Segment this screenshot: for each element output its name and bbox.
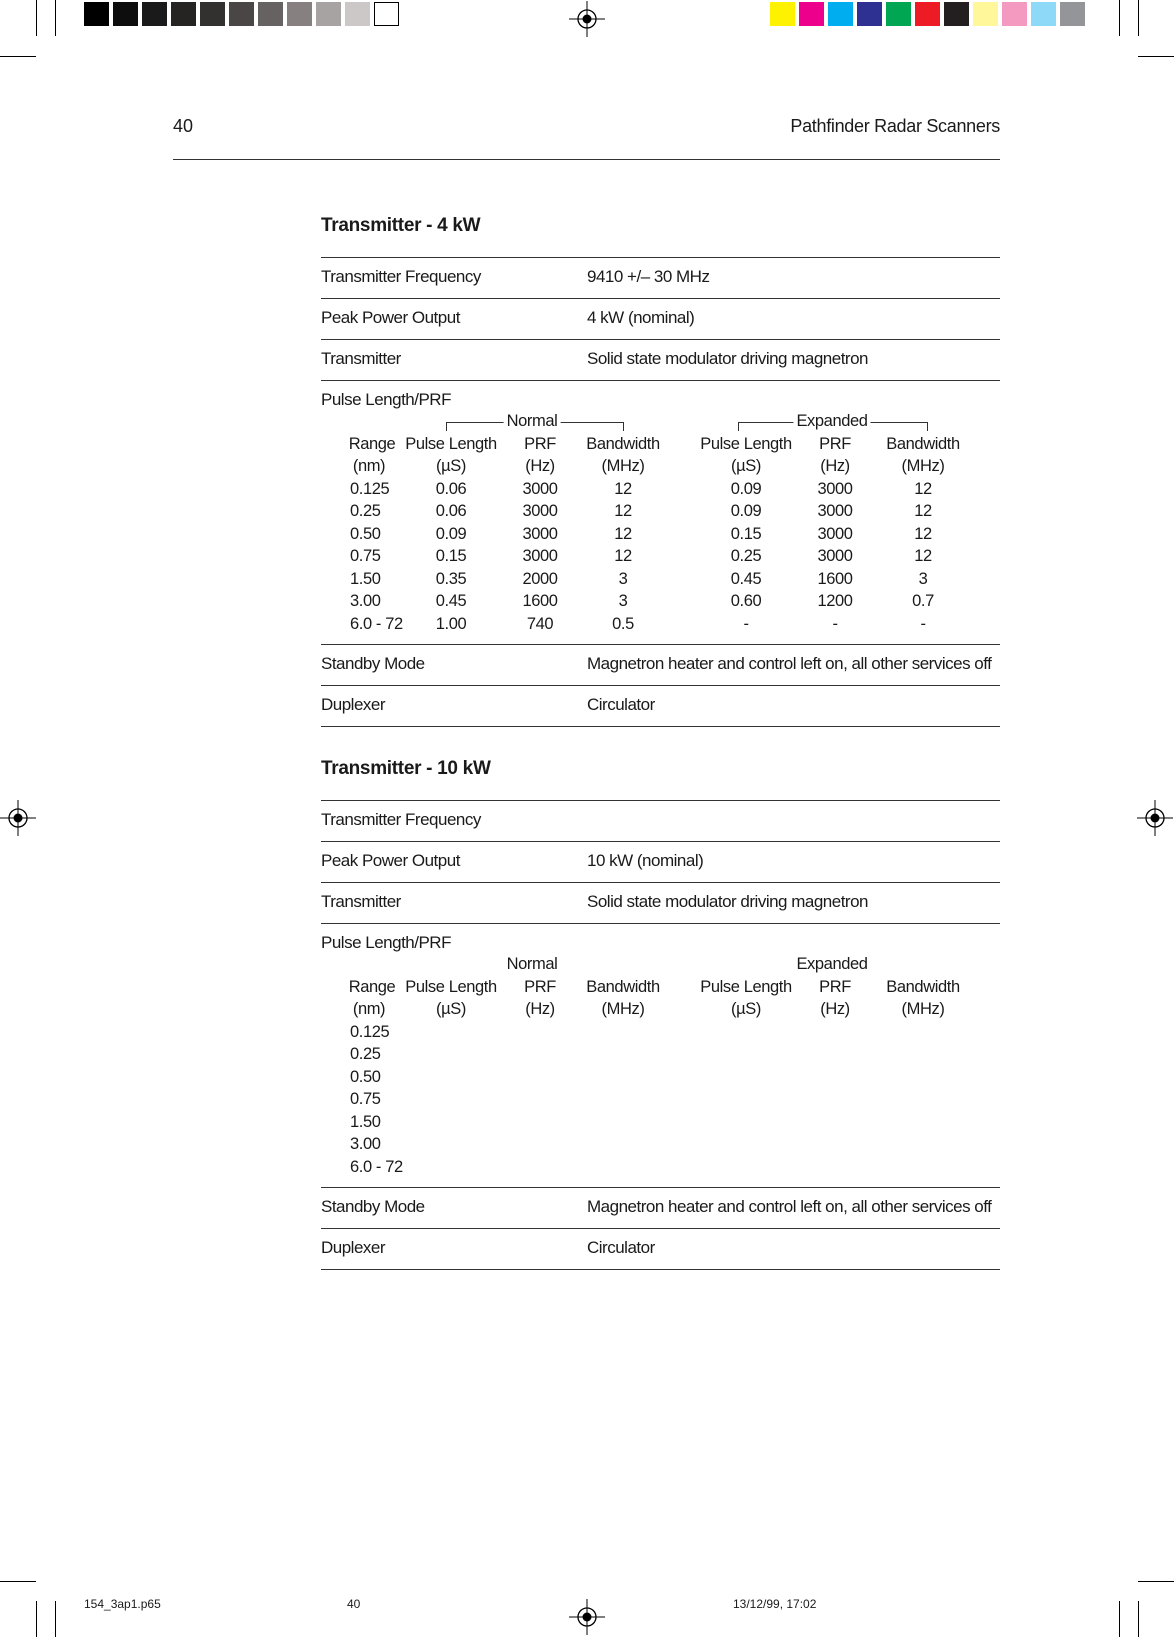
bracket-tick [623,422,624,431]
gray-swatch [200,2,225,26]
cell-bandwidth: 12 [614,547,632,565]
cell-prf-expanded: 1200 [817,592,853,610]
table-rule [321,800,1000,801]
column-header-range: Range [348,434,396,453]
spec-label: Transmitter [321,892,401,911]
color-swatch [1060,2,1085,26]
column-header-bandwidth-expanded: Bandwidth [886,977,960,996]
cell-pulse-length-expanded: 0.25 [730,547,762,565]
table-rule [321,841,1000,842]
cell-pulse-length-expanded: 0.45 [730,569,762,588]
crop-mark [55,1601,56,1637]
group-expanded-label: Expanded [793,955,870,974]
pulse-table-label: Pulse Length/PRF [321,933,451,952]
column-header-range: Range [348,977,396,996]
gray-swatch [84,2,109,26]
cell-bandwidth-expanded: 0.7 [912,592,934,610]
color-swatch [915,2,940,26]
running-title: Pathfinder Radar Scanners [790,116,1000,136]
cell-range: 0.125 [350,1022,390,1041]
column-unit-bandwidth: (MHz) [601,1000,645,1018]
cell-prf-expanded: 3000 [817,524,853,543]
cell-bandwidth: 3 [618,569,628,588]
gray-swatch [113,2,138,26]
cell-prf-expanded: 3000 [817,479,853,498]
group-expanded-label: Expanded [793,412,870,431]
table-rule [321,339,1000,340]
bracket-tick [446,422,447,431]
group-normal-label: Normal [504,412,561,431]
cell-range: 0.50 [350,1067,381,1086]
gray-swatch [142,2,167,26]
column-unit-pulse-length-expanded: (µS) [731,457,761,475]
color-swatch [1031,2,1056,26]
spec-value: Circulator [587,1238,655,1257]
gray-swatch [316,2,341,26]
spec-label: Transmitter [321,349,401,368]
crop-mark [0,56,36,57]
spec-value: Solid state modulator driving magnetron [587,349,868,368]
cell-range: 0.75 [350,547,381,565]
table-rule [321,685,1000,686]
column-header-prf-expanded: PRF [819,977,851,996]
crop-mark [0,1581,36,1582]
column-unit-bandwidth: (MHz) [601,457,645,475]
cell-pulse-length: 0.45 [435,592,467,610]
cell-range: 0.25 [350,1045,381,1063]
cell-bandwidth-expanded: 12 [914,502,932,520]
column-header-prf: PRF [524,434,556,453]
registration-mark-icon [569,1599,605,1635]
table-rule [321,380,1000,381]
cell-range: 0.125 [350,479,390,498]
cell-range: 1.50 [350,1112,381,1131]
crop-mark [36,1601,37,1637]
column-unit-pulse-length-expanded: (µS) [731,1000,761,1018]
color-swatch [944,2,969,26]
column-header-pulse-length-expanded: Pulse Length [700,977,792,996]
cell-prf: 2000 [522,569,558,588]
pulse-table-label: Pulse Length/PRF [321,390,451,409]
table-rule [321,257,1000,258]
column-header-prf-expanded: PRF [819,434,851,453]
cell-range: 1.50 [350,569,381,588]
spec-value: 10 kW (nominal) [587,851,704,870]
cell-prf: 3000 [522,547,558,565]
gray-swatch [345,2,370,26]
column-header-bandwidth-expanded: Bandwidth [886,434,960,453]
cell-prf-expanded: 3000 [817,547,853,565]
gray-swatch [229,2,254,26]
cell-range: 3.00 [350,592,381,610]
gray-swatch [171,2,196,26]
spec-label: Standby Mode [321,654,425,673]
crop-mark [1119,0,1120,36]
cell-pulse-length-expanded: - [743,614,749,633]
cell-pulse-length-expanded: 0.60 [730,592,762,610]
cell-pulse-length: 0.06 [435,479,467,498]
cell-bandwidth: 12 [614,479,632,498]
cell-bandwidth: 0.5 [612,614,634,633]
cell-prf-expanded: 1600 [817,569,853,588]
column-unit-bandwidth-expanded: (MHz) [901,1000,945,1018]
spec-label: Transmitter Frequency [321,810,481,829]
bracket-tick [927,422,928,431]
cell-pulse-length-expanded: 0.09 [730,479,762,498]
color-swatch [857,2,882,26]
cell-prf-expanded: - [832,614,838,633]
table-rule [321,882,1000,883]
crop-mark [1119,1601,1120,1637]
column-unit-range: (nm) [352,457,386,475]
cell-bandwidth: 12 [614,524,632,543]
column-header-bandwidth: Bandwidth [586,434,660,453]
spec-label: Peak Power Output [321,851,460,870]
color-swatch [886,2,911,26]
color-swatch [1002,2,1027,26]
column-unit-pulse-length: (µS) [436,457,466,475]
table-rule [321,923,1000,924]
footer-file-name: 154_3ap1.p65 [84,1597,161,1611]
registration-mark-icon [1137,800,1173,836]
cell-pulse-length-expanded: 0.09 [730,502,762,520]
cell-prf: 740 [526,614,554,633]
section-title: Transmitter - 10 kW [321,758,491,779]
gray-swatch [287,2,312,26]
registration-mark-icon [569,1,605,37]
color-swatch [799,2,824,26]
color-swatch [973,2,998,26]
cell-range: 6.0 - 72 [350,614,403,633]
table-rule [321,1228,1000,1229]
cell-pulse-length: 0.09 [435,524,467,543]
column-header-pulse-length: Pulse Length [405,434,497,453]
spec-label: Standby Mode [321,1197,425,1216]
spec-value: Circulator [587,695,655,714]
gray-swatch [258,2,283,26]
spec-value: 4 kW (nominal) [587,308,695,327]
cell-range: 0.25 [350,502,381,520]
column-unit-range: (nm) [352,1000,386,1018]
cell-pulse-length: 0.15 [435,547,467,565]
spec-label: Duplexer [321,1238,386,1257]
table-rule [321,1269,1000,1270]
cell-pulse-length: 0.35 [435,569,467,588]
group-normal-label: Normal [504,955,561,974]
color-swatch [770,2,795,26]
column-header-prf: PRF [524,977,556,996]
cell-bandwidth: 3 [618,592,628,610]
cell-range: 3.00 [350,1135,381,1153]
cell-pulse-length-expanded: 0.15 [730,524,762,543]
spec-value: 9410 +/– 30 MHz [587,267,710,286]
column-unit-pulse-length: (µS) [436,1000,466,1018]
spec-label: Transmitter Frequency [321,267,481,286]
table-rule [321,644,1000,645]
table-rule [321,298,1000,299]
cell-range: 0.50 [350,524,381,543]
page-number: 40 [173,116,194,136]
cell-prf: 3000 [522,502,558,520]
cell-prf: 3000 [522,479,558,498]
table-rule [321,1187,1000,1188]
column-header-pulse-length-expanded: Pulse Length [700,434,792,453]
cell-range: 6.0 - 72 [350,1157,403,1176]
cell-bandwidth-expanded: 12 [914,524,932,543]
cell-bandwidth: 12 [614,502,632,520]
spec-label: Peak Power Output [321,308,460,327]
color-swatch [828,2,853,26]
column-unit-prf-expanded: (Hz) [820,457,850,475]
crop-mark [1138,56,1174,57]
footer-timestamp: 13/12/99, 17:02 [733,1597,817,1611]
column-header-bandwidth: Bandwidth [586,977,660,996]
cell-bandwidth-expanded: 12 [914,479,932,498]
footer-page: 40 [347,1597,361,1611]
column-unit-prf-expanded: (Hz) [820,1000,850,1018]
cell-prf-expanded: 3000 [817,502,853,520]
crop-mark [36,0,37,36]
cell-range: 0.75 [350,1090,381,1108]
crop-mark [1138,0,1139,36]
cell-bandwidth-expanded: 12 [914,547,932,565]
crop-mark [1138,1601,1139,1637]
registration-mark-icon [0,800,36,836]
cell-prf: 3000 [522,524,558,543]
column-unit-bandwidth-expanded: (MHz) [901,457,945,475]
crop-mark [1138,1581,1174,1582]
crop-mark [55,0,56,36]
spec-label: Duplexer [321,695,386,714]
cell-prf: 1600 [522,592,558,610]
cell-pulse-length: 1.00 [435,614,467,633]
cell-bandwidth-expanded: - [920,614,926,633]
spec-value: Solid state modulator driving magnetron [587,892,868,911]
spec-value: Magnetron heater and control left on, all other services off [587,1197,992,1216]
gray-swatch [374,2,399,26]
table-rule [321,726,1000,727]
cell-pulse-length: 0.06 [435,502,467,520]
header-divider [173,159,1000,160]
bracket-tick [738,422,739,431]
cell-bandwidth-expanded: 3 [918,569,928,588]
column-unit-prf: (Hz) [525,1000,555,1018]
section-title: Transmitter - 4 kW [321,215,481,236]
column-header-pulse-length: Pulse Length [405,977,497,996]
column-unit-prf: (Hz) [525,457,555,475]
spec-value: Magnetron heater and control left on, all other services off [587,654,992,673]
